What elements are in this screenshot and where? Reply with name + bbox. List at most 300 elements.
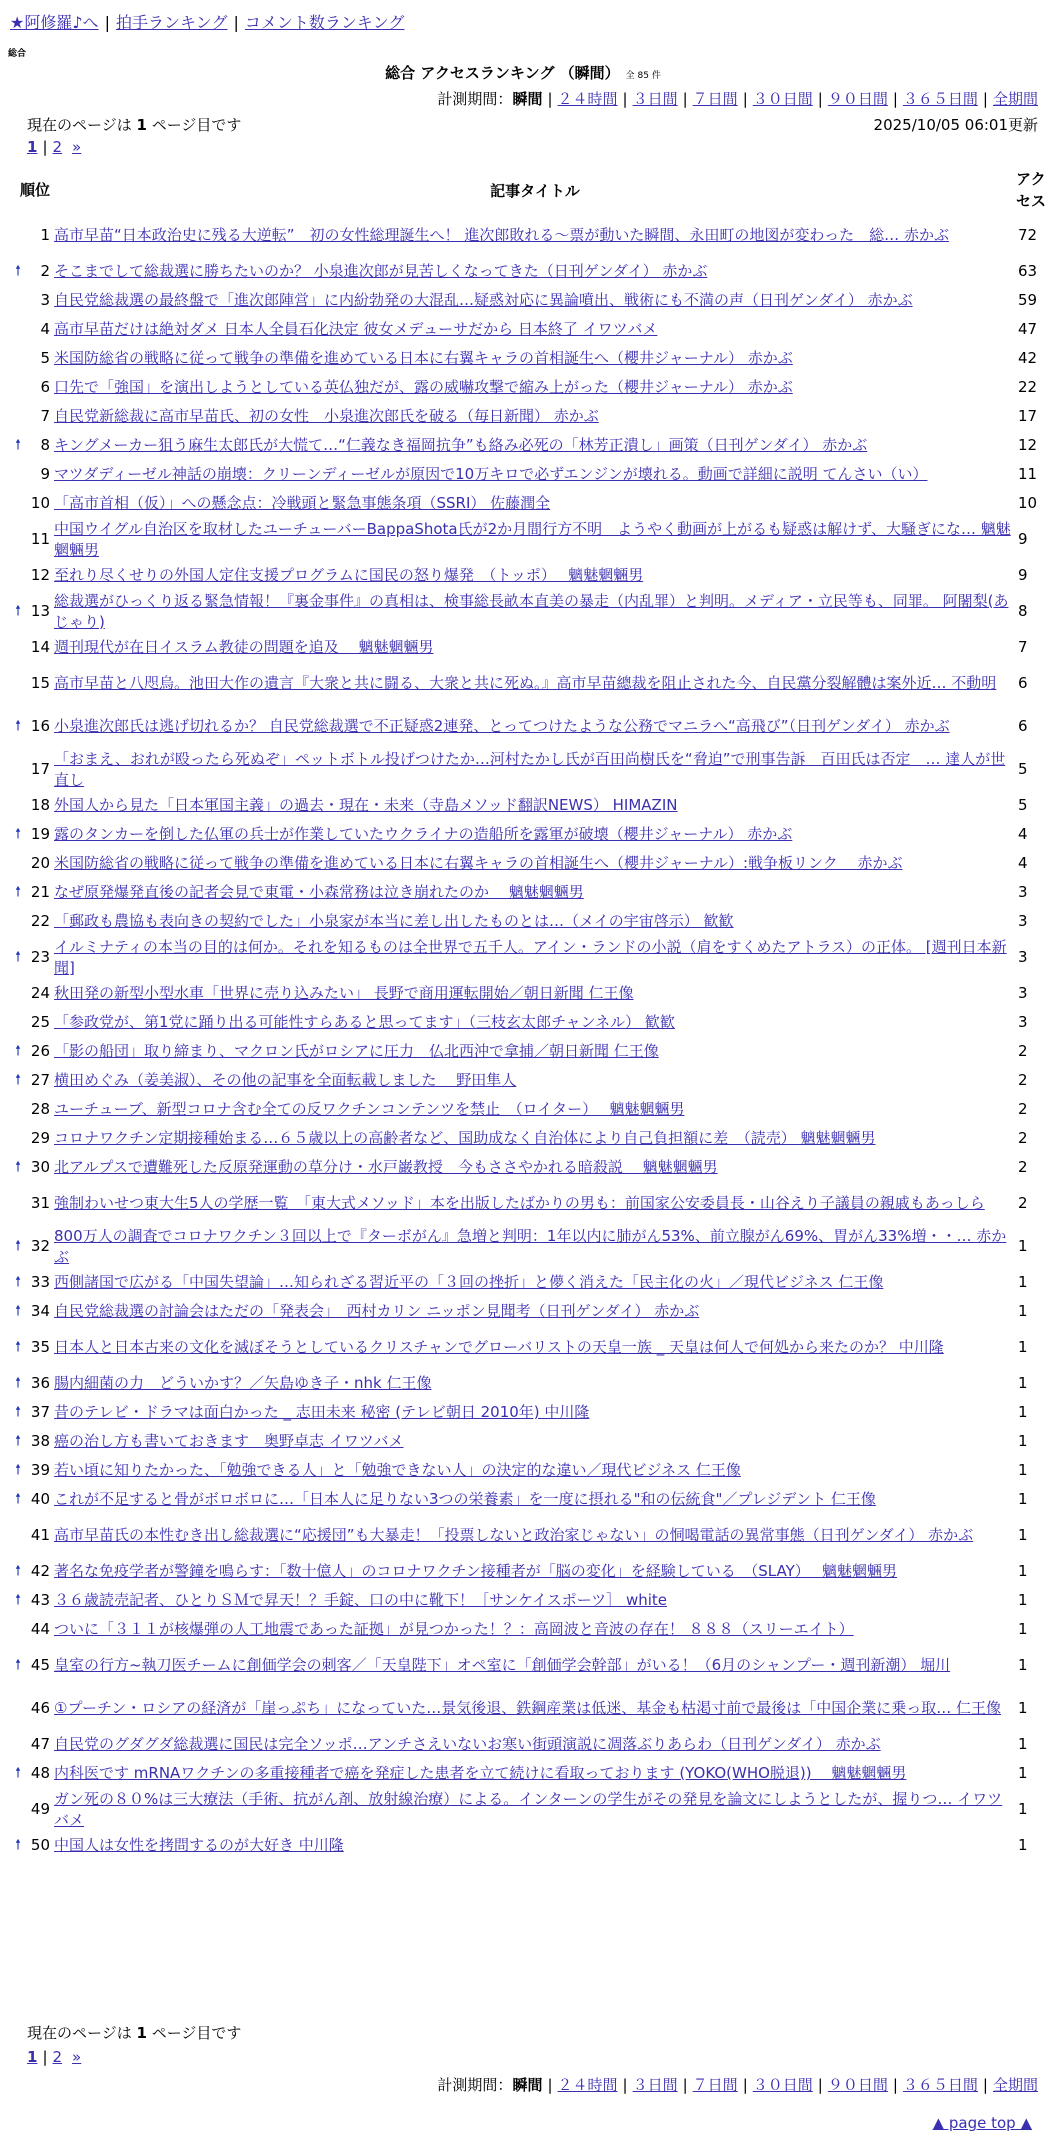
article-link[interactable]: ガン死の８０%は三大療法（手術、抗がん剤、放射線治療）による。インターンの学生がその発見を論文にしようとしたが、握りつ… イワツバメ [54, 1789, 1003, 1829]
period-link[interactable]: 全期間 [992, 2076, 1038, 2094]
title-cell [54, 214, 1016, 257]
page-2-link[interactable]: 2 [52, 138, 63, 156]
title-cell [54, 431, 1016, 460]
period-link[interactable]: ２４時間 [557, 2076, 618, 2094]
period-separator: | [742, 90, 748, 108]
table-row [8, 1427, 1046, 1456]
period-link[interactable]: ９０日間 [827, 90, 888, 108]
table-row [8, 979, 1046, 1008]
updated-time: 2025/10/05 06:01更新 [873, 116, 1038, 134]
article-link[interactable]: 昔のテレビ・ドラマは面白かった _ 志田未来 秘密 (テレビ朝日 2010年) 中川隆 [54, 1403, 590, 1421]
article-link[interactable]: 800万人の調査でコロナワクチン３回以上で『ターボがん』急増と判明：1年以内に肺がん53%、前立腺がん69%、胃がん33%増・・… 赤かぶ [54, 1226, 1007, 1266]
title-cell [54, 1427, 1016, 1456]
access-count: 5 [1018, 796, 1028, 814]
table-row [8, 705, 1046, 748]
nav-separator: | [233, 13, 239, 32]
rank-cell: 24 [30, 984, 51, 1002]
article-link[interactable]: 癌の治し方も書いておきます 奥野卓志 イワツバメ [54, 1432, 404, 1450]
table-row [8, 1037, 1046, 1066]
table-row [8, 431, 1046, 460]
arrow-cell [8, 748, 28, 791]
access-count: 1 [1018, 1526, 1028, 1544]
title-cell [54, 1730, 1016, 1759]
period-separator: | [622, 2076, 628, 2094]
access-header: アクセス [1016, 170, 1046, 210]
arrow-cell [8, 489, 28, 518]
article-link[interactable]: 著名な免疫学者が警鐘を鳴らす：「数十億人」のコロナワクチン接種者が「脳の変化」を経験している （SLAY） 魑魅魍魎男 [54, 1562, 898, 1580]
access-count: 1 [1018, 1800, 1028, 1818]
title-cell [54, 1644, 1016, 1687]
access-count: 2 [1018, 1071, 1028, 1089]
period-link[interactable]: ３６５日間 [902, 2076, 978, 2094]
title-cell [54, 1759, 1016, 1788]
access-count: 1 [1018, 1403, 1028, 1421]
title-cell [54, 633, 1016, 662]
article-link[interactable]: コロナワクチン定期接種始まる…６５歳以上の高齢者など、国助成なく自治体により自己負担額に差 （読売） 魑魅魍魎男 [54, 1129, 876, 1147]
article-link[interactable]: 若い頃に知りたかった、「勉強できる人」と「勉強できない人」の決定的な違い／現代ビジネス 仁王像 [54, 1461, 741, 1479]
table-row [8, 1615, 1046, 1644]
period-link[interactable]: ３０日間 [752, 90, 813, 108]
period-separator: | [682, 2076, 688, 2094]
rank-cell: 41 [30, 1526, 51, 1544]
up-arrow-icon: 🠕 [14, 1274, 21, 1290]
rank-cell: 31 [30, 1194, 51, 1212]
ranking-table [8, 166, 1046, 1860]
rank-cell: 26 [30, 1042, 51, 1060]
table-row [8, 214, 1046, 257]
home-link[interactable]: ★阿修羅♪へ [10, 13, 99, 32]
arrow-cell [8, 1182, 28, 1225]
up-arrow-icon: 🠕 [14, 1563, 21, 1579]
table-row [8, 791, 1046, 820]
title-cell [54, 1398, 1016, 1427]
page-2-link[interactable]: 2 [52, 2048, 63, 2066]
rank-cell: 38 [30, 1432, 51, 1450]
table-row [8, 1644, 1046, 1687]
table-row [8, 1297, 1046, 1326]
page-info-suffix: ページ目です [146, 116, 242, 134]
title-cell [54, 1514, 1016, 1557]
article-link[interactable]: 小泉進次郎氏は逃げ切れるか？ 自民党総裁選で不正疑惑2連発、とってつけたような公務でマニラへ“高飛び”（日刊ゲンダイ） 赤かぶ [54, 717, 950, 735]
title-cell [54, 460, 1016, 489]
period-link[interactable]: ７日間 [692, 90, 738, 108]
article-link[interactable]: マツダディーゼル神話の崩壊：クリーンディーゼルが原因で10万キロで必ずエンジンが壊れる。動画で詳細に説明 てんさい（い） [54, 465, 928, 483]
article-link[interactable]: 秋田発の新型小型水車「世界に売り込みたい」 長野で商用運転開始／朝日新聞 仁王像 [54, 984, 634, 1002]
title-cell [54, 1326, 1016, 1369]
access-count: 10 [1018, 494, 1038, 512]
table-row [8, 1398, 1046, 1427]
arrow-cell [8, 214, 28, 257]
up-arrow-icon: 🠕 [14, 1765, 21, 1781]
table-row [8, 286, 1046, 315]
title-cell [54, 979, 1016, 1008]
title-cell [54, 1485, 1016, 1514]
table-row [8, 1182, 1046, 1225]
up-arrow-icon: 🠕 [14, 1303, 21, 1319]
arrow-cell [8, 286, 28, 315]
rank-cell: 6 [40, 378, 51, 396]
period-link[interactable]: ３日間 [632, 2076, 678, 2094]
table-row [8, 489, 1046, 518]
arrow-cell [8, 849, 28, 878]
arrow-cell [8, 460, 28, 489]
rank-cell: 46 [30, 1699, 51, 1717]
access-count: 63 [1018, 262, 1038, 280]
title-cell [54, 907, 1016, 936]
period-separator: | [547, 90, 553, 108]
rank-cell: 37 [30, 1403, 51, 1421]
rank-cell: 30 [30, 1158, 51, 1176]
title-cell [54, 1297, 1016, 1326]
next-page-link[interactable]: » [72, 138, 82, 156]
article-link[interactable]: 内科医です mRNAワクチンの多重接種者で癌を発症した患者を立て続けに看取っております (YOKO(WHO脱退)) 魑魅魍魎男 [54, 1764, 907, 1782]
period-link[interactable]: ７日間 [692, 2076, 738, 2094]
access-count: 6 [1018, 717, 1028, 735]
article-link[interactable]: 週刊現代が在日イスラム教徒の問題を追及 魑魅魍魎男 [54, 638, 434, 656]
up-arrow-icon: 🠕 [14, 1339, 21, 1355]
access-count: 6 [1018, 674, 1028, 692]
article-link[interactable]: 高市早苗だけは絶対ダメ 日本人全員石化決定 彼女メデューサだから 日本終了 イワツバメ [54, 320, 658, 338]
period-label: 計測期間： [437, 90, 513, 108]
title-header: 記事タイトル [490, 181, 580, 200]
article-link[interactable]: 米国防総省の戦略に従って戦争の準備を進めている日本に右翼キャラの首相誕生へ（櫻井ジャーナル）:戦争板リンク 赤かぶ [54, 854, 903, 872]
access-count: 3 [1018, 883, 1028, 901]
arrow-cell [8, 1788, 28, 1831]
article-link[interactable]: 「高市首相（仮）」への懸念点：冷戦頭と緊急事態条項（SSRI） 佐藤潤全 [54, 494, 551, 512]
table-row [8, 460, 1046, 489]
article-link[interactable]: なぜ原発爆発直後の記者会見で東電・小森常務は泣き崩れたのか 魑魅魍魎男 [54, 883, 584, 901]
article-link[interactable]: 西側諸国で広がる「中国失望論」…知られざる習近平の「３回の挫折」と儚く消えた「民主化の火」／現代ビジネス 仁王像 [54, 1273, 884, 1291]
table-row [8, 1095, 1046, 1124]
title-cell [54, 1008, 1016, 1037]
article-link[interactable]: これが不足すると骨がボロボロに…「日本人に足りない3つの栄養素」を一度に摂れる"和の伝統食"／プレジデント 仁王像 [54, 1490, 876, 1508]
table-row [8, 1514, 1046, 1557]
article-link[interactable]: 高市早苗と八咫烏。池田大作の遺言『大衆と共に闘る、大衆と共に死ぬ。』高市早苗總裁を阻止された今、自民黨分裂解體は案外近… 不動明 [54, 674, 997, 692]
article-link[interactable]: 口先で「強国」を演出しようとしている英仏独だが、露の威嚇攻撃で縮み上がった（櫻井ジャーナル） 赤かぶ [54, 378, 793, 396]
up-arrow-icon: 🠕 [14, 1462, 21, 1478]
article-link[interactable]: 日本人と日本古来の文化を滅ぼそうとしているクリスチャンでグローバリストの天皇一族 _ 天皇は何人で何処から来たのか？ 中川隆 [54, 1338, 944, 1356]
arrow-cell [8, 1730, 28, 1759]
article-link[interactable]: 露のタンカーを倒した仏軍の兵士が作業していたウクライナの造船所を露軍が破壊（櫻井ジャーナル） 赤かぶ [54, 825, 793, 843]
table-row [8, 1586, 1046, 1615]
access-count: 47 [1018, 320, 1038, 338]
period-separator: | [982, 90, 988, 108]
page-1-link[interactable]: 1 [27, 2048, 38, 2066]
page-info-prefix: 現在のページは [27, 116, 137, 134]
period-separator: | [682, 90, 688, 108]
up-arrow-icon: 🠕 [14, 1238, 21, 1254]
rank-cell: 14 [30, 638, 51, 656]
rank-cell: 42 [30, 1562, 51, 1580]
article-link[interactable]: 自民党総裁選の最終盤で「進次郎陣営」に内紛勃発の大混乱…疑惑対応に異論噴出、戦術にも不満の声（日刊ゲンダイ） 赤かぶ [54, 291, 913, 309]
table-row [8, 1687, 1046, 1730]
rank-cell: 13 [30, 602, 51, 620]
access-count: 22 [1018, 378, 1038, 396]
access-count: 1 [1018, 1735, 1028, 1753]
arrow-cell [8, 344, 28, 373]
table-row [8, 1485, 1046, 1514]
title-cell [54, 1369, 1016, 1398]
table-row [8, 1557, 1046, 1586]
article-link[interactable]: 「郵政も農協も表向きの契約でした」小泉家が本当に差し出したものとは…（メイの宇宙啓示） 歓歓 [54, 912, 734, 930]
rank-cell: 47 [30, 1735, 51, 1753]
up-arrow-icon: 🠕 [14, 263, 21, 279]
clap-ranking-link[interactable]: 拍手ランキング [115, 13, 228, 32]
page-top-link[interactable]: ▲ page top ▲ [932, 2114, 1032, 2132]
title-cell [54, 1095, 1016, 1124]
access-count: 1 [1018, 1273, 1028, 1291]
rank-cell: 19 [30, 825, 51, 843]
article-link[interactable]: 強制わいせつ東大生5人の学歴一覧 「東大式メソッド」本を出版したばかりの男も：前国家公安委員長・山谷えり子議員の親戚もあっしら [54, 1194, 985, 1212]
rank-cell: 8 [40, 436, 51, 454]
title-cell [54, 1687, 1016, 1730]
pager-separator: | [42, 2048, 48, 2066]
arrow-cell [8, 907, 28, 936]
access-count: 17 [1018, 407, 1038, 425]
rank-header: 順位 [20, 181, 51, 199]
up-arrow-icon: 🠕 [14, 1159, 21, 1175]
table-row [8, 590, 1046, 633]
period-link[interactable]: 全期間 [992, 90, 1038, 108]
period-separator: | [817, 90, 823, 108]
article-link[interactable]: 「参政党が、第1党に踊り出る可能性すらあると思ってます」（三枝玄太郎チャンネル） 歓歓 [54, 1013, 675, 1031]
title-cell [54, 489, 1016, 518]
rank-cell: 48 [30, 1764, 51, 1782]
title-cell [54, 518, 1016, 561]
access-count: 4 [1018, 854, 1028, 872]
title-cell [54, 820, 1016, 849]
title-cell [54, 1182, 1016, 1225]
page-top-link-wrap [933, 2114, 1032, 2132]
rank-cell: 34 [30, 1302, 51, 1320]
article-link[interactable]: 中国人は女性を拷問するのが大好き 中川隆 [54, 1836, 344, 1854]
article-link[interactable]: 横田めぐみ（姜美淑）、その他の記事を全面転載しました 野田隼人 [54, 1071, 517, 1089]
arrow-cell [8, 1124, 28, 1153]
rank-cell: 20 [30, 854, 51, 872]
article-link[interactable]: そこまでして総裁選に勝ちたいのか？ 小泉進次郎が見苦しくなってきた（日刊ゲンダイ） 赤かぶ [54, 262, 708, 280]
up-arrow-icon: 🠕 [14, 1072, 21, 1088]
pager-top [27, 138, 81, 156]
arrow-cell [8, 315, 28, 344]
access-count: 1 [1018, 1562, 1028, 1580]
article-link[interactable]: 総裁選がひっくり返る緊急情報！『裏金事件』の真相は、検事総長畝本直美の暴走（内乱罪）と判明。メディア・立民等も、同罪。 阿闍梨(あじゃり) [54, 591, 1009, 631]
access-count: 42 [1018, 349, 1038, 367]
up-arrow-icon: 🠕 [14, 1404, 21, 1420]
article-link[interactable]: ３６歳読売記者、ひとりＳＭで昇天！？手錠、口の中に靴下！［サンケイスポーツ］ white [54, 1591, 667, 1609]
article-link[interactable]: 中国ウイグル自治区を取材したユーチューバーBappaShota氏が2か月間行方不明 ようやく動画が上がるも疑惑は解けず、大騒ぎにな… 魑魅魍魎男 [54, 519, 1011, 559]
access-count: 1 [1018, 1461, 1028, 1479]
pager-separator: | [42, 138, 48, 156]
rank-cell: 49 [30, 1800, 51, 1818]
table-row [8, 1759, 1046, 1788]
article-link[interactable]: キングメーカー狙う麻生太郎氏が大慌て…“仁義なき福岡抗争”も絡み必死の「林芳正潰し」画策（日刊ゲンダイ） 赤かぶ [54, 436, 868, 454]
rank-cell: 5 [40, 349, 51, 367]
period-label: 計測期間： [437, 2076, 513, 2094]
access-count: 72 [1018, 226, 1038, 244]
table-row [8, 849, 1046, 878]
table-row [8, 748, 1046, 791]
page-1-link[interactable]: 1 [27, 138, 38, 156]
arrow-cell [8, 561, 28, 590]
top-nav [10, 10, 404, 33]
access-count: 2 [1018, 1100, 1028, 1118]
title-cell [54, 1788, 1016, 1831]
page-info-bottom [27, 2022, 241, 2043]
table-row [8, 1225, 1046, 1268]
period-link[interactable]: ３日間 [632, 90, 678, 108]
period-separator: | [547, 2076, 553, 2094]
rank-cell: 18 [30, 796, 51, 814]
title-cell [54, 705, 1016, 748]
title-cell [54, 1586, 1016, 1615]
article-link[interactable]: ユーチューブ、新型コロナ含む全ての反ワクチンコンテンツを禁止 （ロイター） 魑魅魍魎男 [54, 1100, 685, 1118]
arrow-cell [8, 1615, 28, 1644]
rank-cell: 27 [30, 1071, 51, 1089]
rank-cell: 36 [30, 1374, 51, 1392]
table-row [8, 344, 1046, 373]
title-cell [54, 1831, 1016, 1860]
title-cell [54, 1456, 1016, 1485]
article-link[interactable]: 高市早苗“日本政治史に残る大逆転” 初の女性総理誕生へ！ 進次郎敗れる～票が動いた瞬間、永田町の地図が変わった 総… 赤かぶ [54, 226, 949, 244]
access-count: 8 [1018, 602, 1028, 620]
article-link[interactable]: 自民党のグダグダ総裁選に国民は完全ソッポ…アンチさえいないお寒い街頭演説に凋落ぶりあらわ（日刊ゲンダイ） 赤かぶ [54, 1735, 881, 1753]
up-arrow-icon: 🠕 [14, 1837, 21, 1853]
arrow-cell [8, 518, 28, 561]
access-count: 1 [1018, 1237, 1028, 1255]
table-row [8, 907, 1046, 936]
article-link[interactable]: 外国人から見た「日本軍国主義」の過去・現在・未来（寺島メソッド翻訳NEWS） HIMAZIN [54, 796, 678, 814]
up-arrow-icon: 🠕 [14, 1491, 21, 1507]
period-link[interactable]: ３０日間 [752, 2076, 813, 2094]
page-title-text: 総合 アクセスランキング （瞬間） [385, 64, 620, 82]
access-count: 59 [1018, 291, 1038, 309]
page-info-prefix: 現在のページは [27, 2024, 137, 2042]
period-link[interactable]: ３６５日間 [902, 90, 978, 108]
title-cell [54, 1153, 1016, 1182]
access-count: 11 [1018, 465, 1038, 483]
title-cell [54, 1557, 1016, 1586]
access-count: 9 [1018, 566, 1028, 584]
table-row [8, 1066, 1046, 1095]
period-link[interactable]: ２４時間 [557, 90, 618, 108]
rank-cell: 40 [30, 1490, 51, 1508]
table-row [8, 315, 1046, 344]
title-cell [54, 373, 1016, 402]
rank-cell: 17 [30, 760, 51, 778]
access-count: 1 [1018, 1374, 1028, 1392]
title-cell [54, 849, 1016, 878]
rank-cell: 44 [30, 1620, 51, 1638]
rank-cell: 1 [40, 226, 51, 244]
period-separator: | [892, 90, 898, 108]
period-link[interactable]: ９０日間 [827, 2076, 888, 2094]
rank-cell: 29 [30, 1129, 51, 1147]
category-label: 総合 [8, 49, 27, 59]
table-row [8, 561, 1046, 590]
rank-cell: 28 [30, 1100, 51, 1118]
rank-cell: 33 [30, 1273, 51, 1291]
arrow-cell [8, 1008, 28, 1037]
table-row [8, 1788, 1046, 1831]
table-row [8, 1008, 1046, 1037]
table-row [8, 1369, 1046, 1398]
access-count: 1 [1018, 1432, 1028, 1450]
rank-cell: 9 [40, 465, 51, 483]
table-row [8, 1730, 1046, 1759]
period-selector-top [437, 88, 1038, 109]
article-link[interactable]: 「影の船団」取り締まり、マクロン氏がロシアに圧力 仏北西沖で拿捕／朝日新聞 仁王像 [54, 1042, 659, 1060]
title-cell [54, 791, 1016, 820]
article-link[interactable]: 米国防総省の戦略に従って戦争の準備を進めている日本に右翼キャラの首相誕生へ（櫻井ジャーナル） 赤かぶ [54, 349, 793, 367]
title-cell [54, 936, 1016, 979]
rank-cell: 4 [40, 320, 51, 338]
article-link[interactable]: 「おまえ、おれが殴ったら死ぬぞ」ペットボトル投げつけたか…河村たかし氏が百田尚樹氏を“脅迫”で刑事告訴 百田氏は否定 … 達人が世直し [54, 749, 1006, 789]
article-link[interactable]: 至れり尽くせりの外国人定住支援プログラムに国民の怒り爆発 （トッポ） 魑魅魍魎男 [54, 566, 644, 584]
article-link[interactable]: イルミナティの本当の目的は何か。それを知るものは全世界で五千人。アイン・ランドの小説（肩をすくめたアトラス）の正体。 [週刊日本新聞] [54, 937, 1007, 977]
period-separator: | [892, 2076, 898, 2094]
arrow-cell [8, 1687, 28, 1730]
article-link[interactable]: ついに「３１１が核爆弾の人工地震であった証拠」が見つかった！？：高岡波と音波の存在！ ８８８（スリーエイト） [54, 1620, 854, 1638]
title-cell [54, 748, 1016, 791]
rank-cell: 32 [30, 1237, 51, 1255]
arrow-cell [8, 662, 28, 705]
access-count: 1 [1018, 1836, 1028, 1854]
rank-cell: 15 [30, 674, 51, 692]
access-count: 2 [1018, 1129, 1028, 1147]
table-row [8, 662, 1046, 705]
title-cell [54, 1124, 1016, 1153]
access-count: 2 [1018, 1042, 1028, 1060]
table-row [8, 373, 1046, 402]
arrow-cell [8, 373, 28, 402]
table-row [8, 1268, 1046, 1297]
article-link[interactable]: 腸内細菌の力 どういかす？／矢島ゆき子・nhk 仁王像 [54, 1374, 432, 1392]
article-link[interactable]: 自民党新総裁に高市早苗氏、初の女性 小泉進次郎氏を破る（毎日新聞） 赤かぶ [54, 407, 599, 425]
rank-cell: 7 [40, 407, 51, 425]
up-arrow-icon: 🠕 [14, 1657, 21, 1673]
rank-cell: 22 [30, 912, 51, 930]
next-page-link[interactable]: » [72, 2048, 82, 2066]
access-count: 1 [1018, 1656, 1028, 1674]
title-cell [54, 286, 1016, 315]
table-row [8, 820, 1046, 849]
period-current: 瞬間 [512, 2076, 543, 2094]
up-arrow-icon: 🠕 [14, 718, 21, 734]
rank-cell: 25 [30, 1013, 51, 1031]
period-current: 瞬間 [512, 90, 543, 108]
up-arrow-icon: 🠕 [14, 826, 21, 842]
rank-cell: 43 [30, 1591, 51, 1609]
article-link[interactable]: ①プーチン・ロシアの経済が「崖っぷち」になっていた…景気後退、鉄鋼産業は低迷、基金も枯渇寸前で最後は「中国企業に乗っ取… 仁王像 [54, 1699, 1002, 1717]
page-title [0, 62, 1046, 83]
page-info-num: 1 [136, 2024, 147, 2042]
article-link[interactable]: 北アルプスで遭難死した反原発運動の草分け・水戸巌教授 今もささやかれる暗殺説 魑魅魍魎男 [54, 1158, 718, 1176]
article-link[interactable]: 皇室の行方~執刀医チームに創価学会の刺客／「天皇陛下」オペ室に「創価学会幹部」がいる！（6月のシャンプー・週刊新潮） 堀川 [54, 1656, 951, 1674]
table-row [8, 936, 1046, 979]
rank-cell: 21 [30, 883, 51, 901]
rank-cell: 35 [30, 1338, 51, 1356]
title-cell [54, 1225, 1016, 1268]
comment-ranking-link[interactable]: コメント数ランキング [244, 13, 405, 32]
access-count: 3 [1018, 948, 1028, 966]
article-link[interactable]: 高市早苗氏の本性むき出し総裁選に“応援団”も大暴走！「投票しないと政治家じゃない」の恫喝電話の異常事態（日刊ゲンダイ） 赤かぶ [54, 1526, 974, 1544]
arrow-cell [8, 402, 28, 431]
access-count: 1 [1018, 1620, 1028, 1638]
article-link[interactable]: 自民党総裁選の討論会はただの「発表会」 西村カリン ニッポン見聞考（日刊ゲンダイ） 赤かぶ [54, 1302, 700, 1320]
arrow-cell [8, 791, 28, 820]
page-info-suffix: ページ目です [146, 2024, 242, 2042]
table-row [8, 1153, 1046, 1182]
